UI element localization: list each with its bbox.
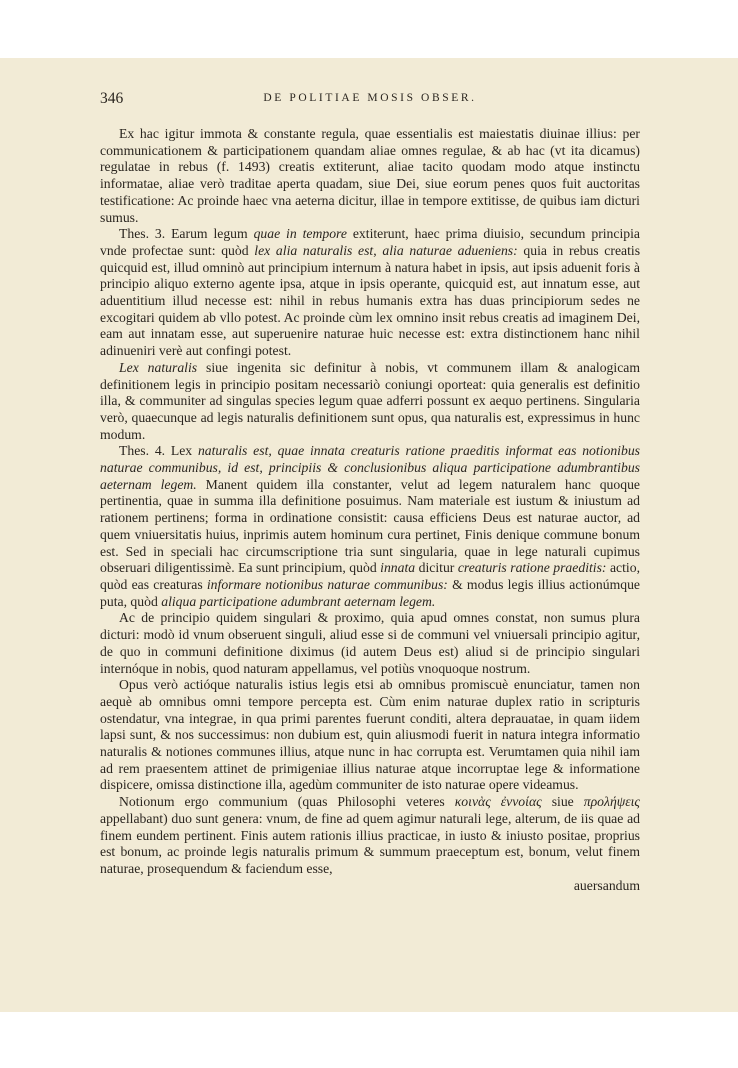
text-run: Manent quidem illa constanter, velut ad legem naturalem hanc quoque pertinentia, quae in summa illa definitione posuimus. Nam materiale est iustum & iniustum ad rationem pertinens; forma in ordinatione consistit: causa efficiens Deus est naturae auctor, ad quem vniuersitatis huius, inprimis autem hominum cura pertinet, Finis denique commune bonum est. Sed in speciali hac circumscriptione tria sunt singularia, quae in lege naturali cupimus obseruari diligentissimè. Ea sunt principium, quòd bbox=[100, 476, 640, 576]
italic-run: quae in tempore bbox=[253, 226, 347, 242]
greek-run: κοινὰς ἐννοίας bbox=[454, 794, 542, 810]
text-run: extiterunt, haec prima diuisio, secundum principia vnde profectae sunt: quòd bbox=[100, 226, 640, 258]
text-run: Thes. 4. Lex bbox=[119, 443, 198, 459]
italic-run: innata bbox=[380, 560, 416, 576]
text-run: Opus verò actióque naturalis istius legis etsi ab omnibus promiscuè enunciatur, tamen non aequè ab omnibus omni tempore percepta est. Cùm enim naturae duplex ratio in scripturis ostendatur, vna integrae, in qua primi parentes fuerunt conditi, altera deprauatae, in quam iidem lapsi sunt, & nos successimus: non dubium est, quin aliusmodi fuerit in natura integra informatio naturalis & notiones communes illius, atque nunc in hac corrupta est. Verumtamen quia nihil iam ad rem praesentem attinet de primigeniae illius naturae atque incorruptae lege & informatione dispicere, omissa distinctione illa, agedùm communiter de isto naturae opere videamus. bbox=[100, 677, 640, 793]
page-number: 346 bbox=[100, 90, 124, 107]
text-run: quia in rebus creatis quicquid est, illud omninò aut principium internum à natura habet in ipsis, aut ipsis aduenit foris à principio aliquo externo agente ipsa, atque in ipsis operante, quicquid est, aut innatum esse, aut aduentitium illud necesse est: nihil in rebus humanis extra has duas principiorum sedes ne excogitari quidem ab vllo potest. Ac proinde cùm lex omnino insit rebus creatis ad imaginem Dei, eam aut innatam esse, aut superuenire naturae huic necesse est: extra distinctionem hanc nihil adinueniri verè aut confingi potest. bbox=[100, 242, 641, 359]
italic-run: creaturis ratione praeditis: bbox=[457, 560, 607, 576]
text-run: siue bbox=[541, 794, 584, 810]
text-run: siue ingenita sic definitur à nobis, vt communem illam & analogicam definitionem legis in principio positam necessariò coniungi oporteat: quia generalis est definitio illa, & communiter ad singulas species legum quae adferri possunt ex aequo pertinens. Singularia verò, quaecunque ad legis naturalis definitionem sunt opus, qua naturalis est, expressimus in hunc modum. bbox=[100, 359, 640, 442]
paragraph-6 bbox=[100, 677, 640, 794]
paragraph-3 bbox=[100, 360, 640, 444]
paragraph-1 bbox=[100, 126, 640, 226]
italic-run: lex alia naturalis est bbox=[254, 242, 374, 258]
text-run: appellabant) duo sunt genera: vnum, de fine ad quem agimur naturali lege, alterum, de iis quae ad finem eundem pertinent. Finis autem rationis illius practicae, in iusto & iniusto positae, proprius est bonum, ac proinde legis naturalis primum & summum praeceptum est, bonum, velut finem naturae, prosequendum & faciendum esse, bbox=[100, 810, 640, 876]
greek-run: προλήψεις bbox=[583, 794, 640, 810]
book-page bbox=[0, 58, 738, 1012]
text-run: Ex hac igitur immota & constante regula, quae essentialis est maiestatis diuinae illius: per communicationem & participationem quandam aliae omnes regulae, & ab hac (vt ita dicamus) regulatae in rebus (f. 1493) creatis extiterunt, aliae tacito quodam modo atque instinctu informatae, aliae verò traditae aperta quadam, siue Dei, siue eorum penes quos fuit auctoritas testificatione: Ac proinde haec vna aeterna dicitur, illae in tempore extitisse, de quibus iam dicturi sumus. bbox=[100, 126, 640, 225]
italic-run: informare notionibus naturae communibus: bbox=[206, 576, 448, 592]
text-run: Notionum ergo communium (quas Philosophi veteres bbox=[119, 794, 455, 810]
italic-run: naturalis est, quae innata creaturis ratione praeditis informat eas notionibus naturae communibus, id est, principiis & conclusionibus aliqua participatione adumbrantibus aeternam legem. bbox=[100, 443, 640, 492]
text-run: & modus legis illius actionúmque puta, quòd bbox=[100, 576, 640, 609]
italic-run: aliqua participatione adumbrant aeternam legem. bbox=[161, 593, 436, 609]
text-run: actio, quòd eas creaturas bbox=[100, 560, 641, 592]
text-run: , bbox=[373, 242, 383, 258]
text-run: dicitur bbox=[415, 560, 458, 576]
running-head: DE POLITIAE MOSIS OBSER. bbox=[263, 92, 477, 104]
paragraph-4 bbox=[100, 443, 640, 610]
text-run: Thes. 3. Earum legum bbox=[119, 226, 254, 242]
paragraph-5 bbox=[100, 610, 640, 677]
paragraph-7 bbox=[100, 794, 640, 878]
body-text bbox=[100, 126, 640, 894]
italic-run: Lex naturalis bbox=[119, 359, 198, 375]
italic-run: alia naturae adueniens: bbox=[382, 242, 518, 258]
catchword: auersandum bbox=[573, 877, 640, 893]
paragraph-2 bbox=[100, 226, 640, 360]
text-run: Ac de principio quidem singulari & proximo, quia apud omnes constat, non sumus plura dicturi: modò id vnum obseruent singuli, aliud esse si de communi vel vniuersali principio agitur, de quo in communi definitione diximus (id autem Deus est) aliud si de principio singulari internóque in nobis, quod naturam appellamus, vel potiùs vnoquoque nostrum. bbox=[100, 610, 640, 676]
page-header bbox=[100, 90, 640, 110]
